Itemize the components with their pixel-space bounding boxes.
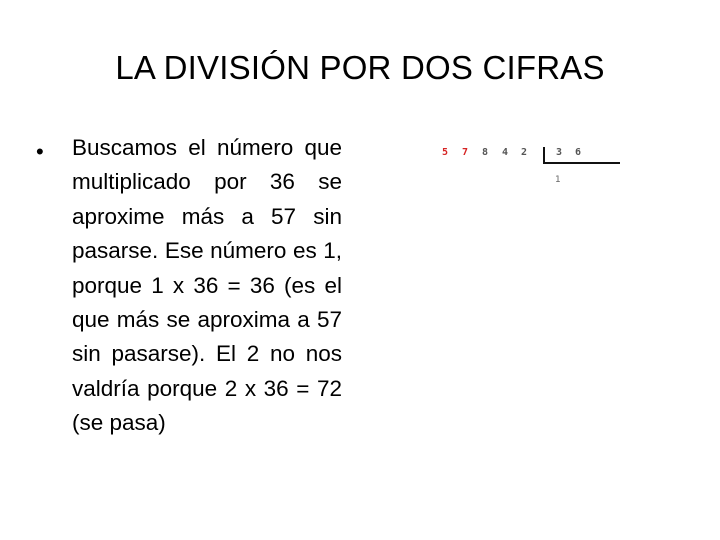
dividend-digit: 8 — [482, 147, 489, 158]
division-vertical-bar — [543, 147, 545, 163]
dividend-digit: 7 — [462, 147, 469, 158]
bullet-text: Buscamos el número que multiplicado por 36 se aproxime más a 57 sin pasarse. Ese número es 1, porque 1 x 36 = 36 (es el que más se aproxima a 57 sin pasarse). El 2 no nos valdría porque 2 x 36 = 72 (se pasa) — [72, 135, 342, 436]
dividend-digit: 2 — [521, 147, 528, 158]
dividend-digit: 5 — [442, 147, 449, 158]
quotient-digit: 1 — [555, 175, 561, 185]
slide-title: LA DIVISIÓN POR DOS CIFRAS — [115, 49, 605, 86]
divisor-digit: 6 — [575, 147, 582, 158]
bullet-dot-icon: • — [36, 139, 44, 164]
division-horizontal-bar — [543, 162, 620, 164]
dividend-digit: 4 — [502, 147, 509, 158]
divisor-digit: 3 — [556, 147, 563, 158]
division-diagram — [432, 146, 632, 196]
bullet-item — [36, 131, 342, 441]
